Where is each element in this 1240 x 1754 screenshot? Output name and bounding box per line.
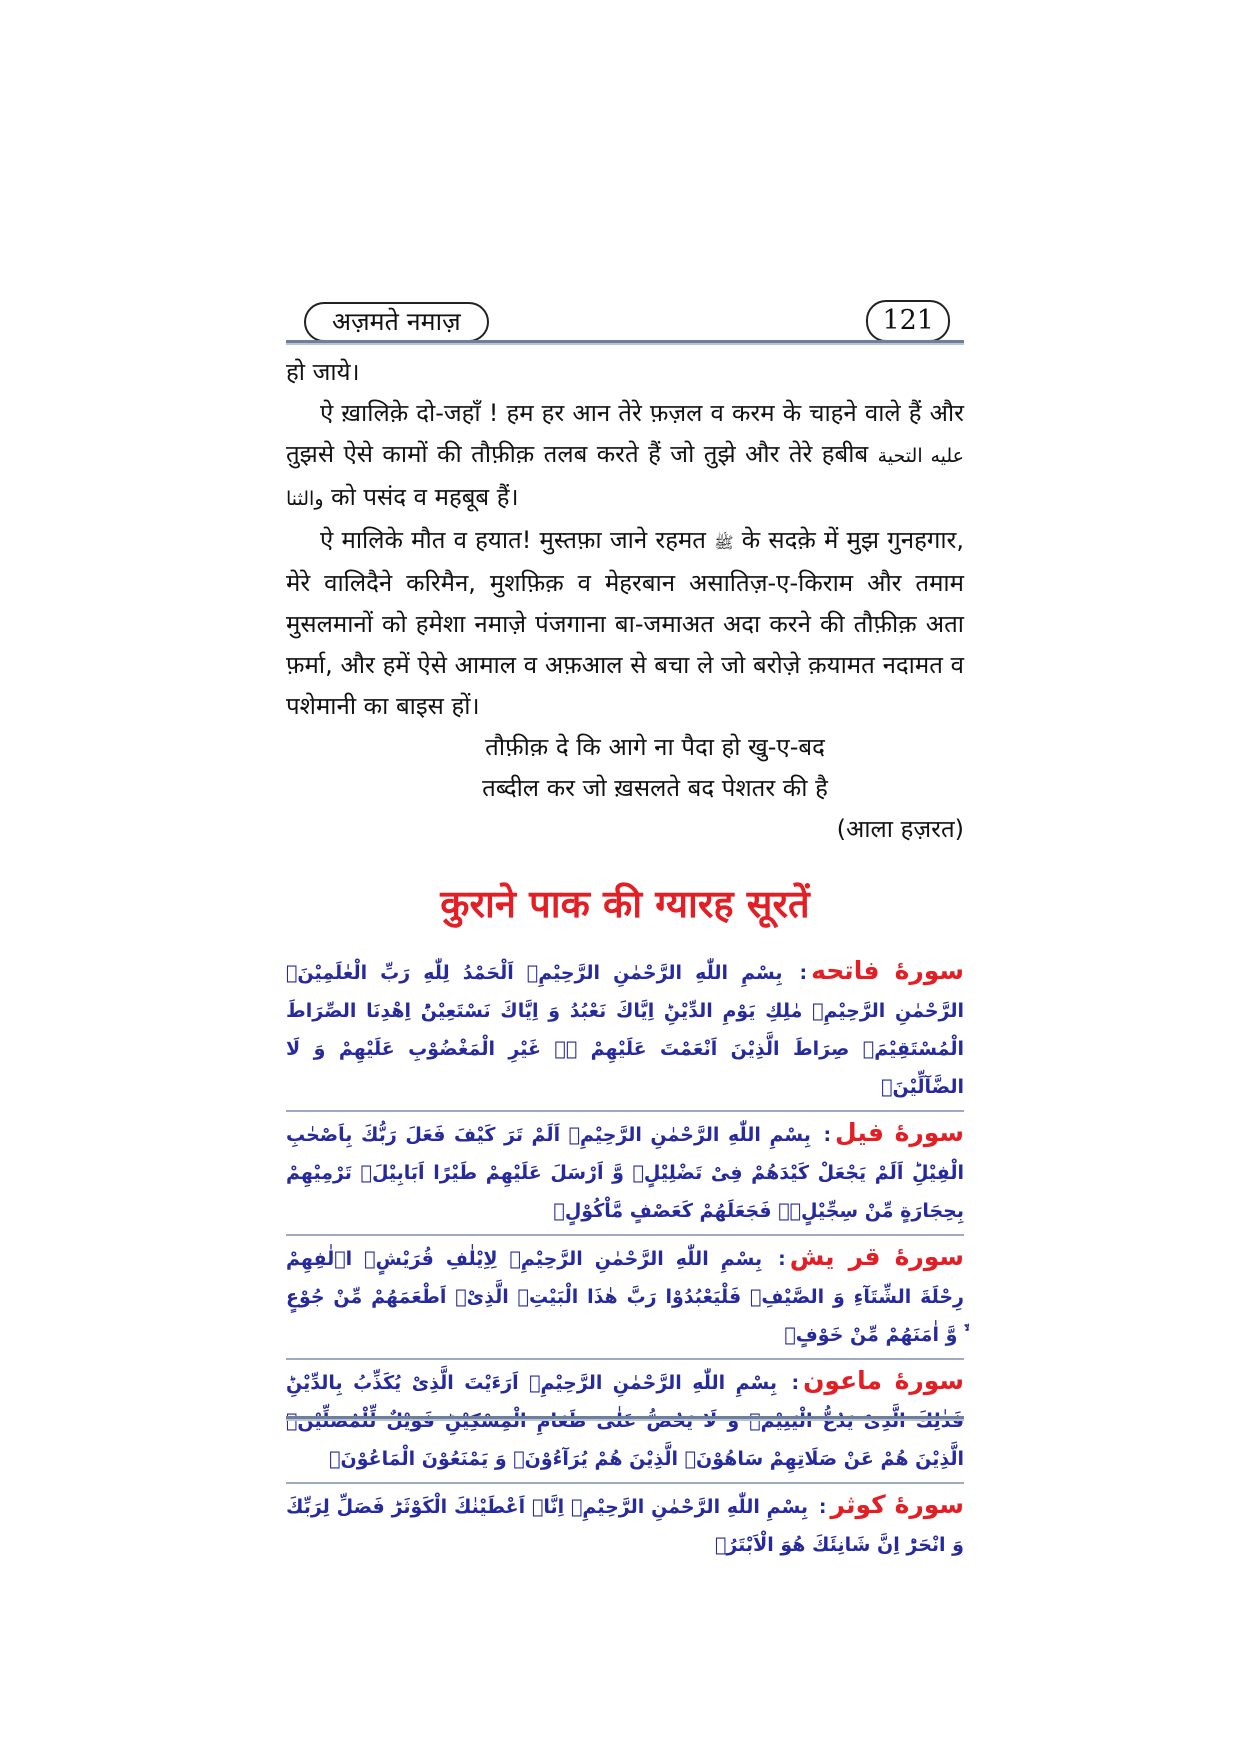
paragraph-3-start: ऐ मालिके मौत व हयात! मुस्तफ़ा जाने रहमत: [320, 526, 706, 554]
surah-fatiha: سورهٔ فاتحه: بِسْمِ اللّٰهِ الرَّحْمٰنِ الرَّحِیْمِ۔ اَلْحَمْدُ لِلّٰهِ رَبِّ الْعٰلَمِیْنَۙ الرَّحْمٰنِ الرَّحِیْمِۙ مٰلِكِ یَوْمِ الدِّیْنِؕ اِیَّاكَ نَعْبُدُ وَ اِیَّاكَ نَسْتَعِیْنُؕ اِهْدِنَا الصِّرَاطَ الْمُسْتَقِیْمَۙ صِرَاطَ الَّذِیْنَ اَنْعَمْتَ عَلَیْهِمْ ۙ۬ غَیْرِ الْمَغْضُوْبِ عَلَیْهِمْ وَ لَا الضَّآلِّیْنَ۠: [286, 950, 964, 1112]
body-text: [286, 352, 964, 850]
header-rule: [286, 340, 964, 345]
paragraph-2-text: ऐ ख़ालिक़े दो-जहाँ ! हम हर आन तेरे फ़ज़ल व करम के चाहने वाले हैं और तुझसे ऐसे कामों की तौफ़ीक़ तलब करते हैं जो तुझे और तेरे हबीब: [286, 399, 964, 468]
paragraph-2-end: को पसंद व महबूब हैं।: [331, 483, 519, 511]
surah-text: بِسْمِ اللّٰهِ الرَّحْمٰنِ الرَّحِیْمِ۔ اَرَءَیْتَ الَّذِیْ یُكَذِّبُ بِالدِّیْنِؕ فَذٰلِكَ الَّذِیْ یَدُعُّ الْیَتِیْمَۙ وَ لَا یَحُضُّ عَلٰى طَعَامِ الْمِسْكِیْنِؕ فَوَیْلٌ لِّلْمُصَلِّیْنَۙ الَّذِیْنَ هُمْ عَنْ صَلَاتِهِمْ سَاهُوْنَۙ الَّذِیْنَ هُمْ یُرَآءُوْنَۙ وَ یَمْنَعُوْنَ الْمَاعُوْنَ۠: [286, 1372, 964, 1470]
surah-text: بِسْمِ اللّٰهِ الرَّحْمٰنِ الرَّحِیْمِ۔ لِاِیْلٰفِ قُرَیْشٍۙ اٖلٰفِهِمْ رِحْلَةَ الشِّتَآءِ وَ الصَّیْفِۚ فَلْیَعْبُدُوْا رَبَّ هٰذَا الْبَیْتِۙ الَّذِیْۤ اَطْعَمَهُمْ مِّنْ جُوْعٍ ۙ۬ وَّ اٰمَنَهُمْ مِّنْ خَوْفٍ۠: [286, 1248, 964, 1346]
paragraph-3-end: के सदक़े में मुझ गुनहगार, मेरे वालिदैने करिमैन, मुशफ़िक़ व मेहरबान असातिज़-ए-किराम और तमाम मुसलमानों को हमेशा नमाज़े पंजगाना बा-जमाअत अदा करने की तौफ़ीक़ अता फ़र्मा, और हमें ऐसे आमाल व अफ़आल से बचा ले जो बरोज़े क़यामत नदामत व पशेमानी का बाइस हों।: [286, 526, 964, 720]
section-heading: कुराने पाक की ग्यारह सूरतें: [440, 882, 810, 926]
surah-name: سورهٔ فاتحه: [811, 956, 964, 985]
surah-name: سورهٔ قر یش: [789, 1242, 965, 1271]
surah-list: [286, 950, 964, 1568]
surah-quraish: سورهٔ قر یش: بِسْمِ اللّٰهِ الرَّحْمٰنِ الرَّحِیْمِ۔ لِاِیْلٰفِ قُرَیْشٍۙ اٖلٰفِهِمْ رِحْلَةَ الشِّتَآءِ وَ الصَّیْفِۚ فَلْیَعْبُدُوْا رَبَّ هٰذَا الْبَیْتِۙ الَّذِیْۤ اَطْعَمَهُمْ مِّنْ جُوْعٍ ۙ۬ وَّ اٰمَنَهُمْ مِّنْ خَوْفٍ۠: [286, 1236, 964, 1360]
surah-name: سورهٔ کوثر: [830, 1490, 965, 1519]
surah-name: سورهٔ ماعون: [803, 1366, 964, 1395]
surah-maun: سورهٔ ماعون: بِسْمِ اللّٰهِ الرَّحْمٰنِ الرَّحِیْمِ۔ اَرَءَیْتَ الَّذِیْ یُكَذِّبُ بِالدِّیْنِؕ فَذٰلِكَ الَّذِیْ یَدُعُّ الْیَتِیْمَۙ وَ لَا یَحُضُّ عَلٰى طَعَامِ الْمِسْكِیْنِؕ فَوَیْلٌ لِّلْمُصَلِّیْنَۙ الَّذِیْنَ هُمْ عَنْ صَلَاتِهِمْ سَاهُوْنَۙ الَّذِیْنَ هُمْ یُرَآءُوْنَۙ وَ یَمْنَعُوْنَ الْمَاعُوْنَ۠: [286, 1360, 964, 1484]
paragraph-2: [286, 393, 964, 520]
attribution: (आला हज़रत): [836, 815, 964, 843]
page-number: 121: [866, 300, 950, 342]
surah-text: بِسْمِ اللّٰهِ الرَّحْمٰنِ الرَّحِیْمِ۔ اَلْحَمْدُ لِلّٰهِ رَبِّ الْعٰلَمِیْنَۙ الرَّحْمٰنِ الرَّحِیْمِۙ مٰلِكِ یَوْمِ الدِّیْنِؕ اِیَّاكَ نَعْبُدُ وَ اِیَّاكَ نَسْتَعِیْنُؕ اِهْدِنَا الصِّرَاطَ الْمُسْتَقِیْمَۙ صِرَاطَ الَّذِیْنَ اَنْعَمْتَ عَلَیْهِمْ ۙ۬ غَیْرِ الْمَغْضُوْبِ عَلَیْهِمْ وَ لَا الضَّآلِّیْنَ۠: [286, 962, 964, 1098]
paragraph-3: [286, 520, 964, 727]
salawat-symbol: ﷺ: [714, 533, 734, 552]
couplet-line-1: तौफ़ीक़ दे कि आगे ना पैदा हो खु-ए-बद: [485, 733, 825, 761]
couplet-line-2: तब्दील कर जो ख़सलते बद पेशतर की है: [482, 774, 828, 802]
paragraph-1: हो जाये।: [286, 358, 360, 386]
surah-text: بِسْمِ اللّٰهِ الرَّحْمٰنِ الرَّحِیْمِ۔ اَلَمْ تَرَ كَیْفَ فَعَلَ رَبُّكَ بِاَصْحٰبِ الْفِیْلِؕ اَلَمْ یَجْعَلْ كَیْدَهُمْ فِیْ تَضْلِیْلٍۙ وَّ اَرْسَلَ عَلَیْهِمْ طَیْرًا اَبَابِیْلَۙ تَرْمِیْهِمْ بِحِجَارَةٍ مِّنْ سِجِّیْلٍ۪ۙ فَجَعَلَهُمْ كَعَصْفٍ مَّاْكُوْلٍ۠: [286, 1124, 964, 1222]
surah-kauthar: سورهٔ کوثر: بِسْمِ اللّٰهِ الرَّحْمٰنِ الرَّحِیْمِ۔ اِنَّاۤ اَعْطَیْنٰكَ الْكَوْثَرَؕ فَصَلِّ لِرَبِّكَ وَ انْحَرْؕ اِنَّ شَانِئَكَ هُوَ الْاَبْتَرُ۠: [286, 1490, 965, 1556]
book-title: अज़मते नमाज़: [304, 302, 489, 342]
surah-fil: سورهٔ فیل: بِسْمِ اللّٰهِ الرَّحْمٰنِ الرَّحِیْمِ۔ اَلَمْ تَرَ كَیْفَ فَعَلَ رَبُّكَ بِاَصْحٰبِ الْفِیْلِؕ اَلَمْ یَجْعَلْ كَیْدَهُمْ فِیْ تَضْلِیْلٍۙ وَّ اَرْسَلَ عَلَیْهِمْ طَیْرًا اَبَابِیْلَۙ تَرْمِیْهِمْ بِحِجَارَةٍ مِّنْ سِجِّیْلٍ۪ۙ فَجَعَلَهُمْ كَعَصْفٍ مَّاْكُوْلٍ۠: [286, 1112, 964, 1236]
arabic-honorific: علیه التحیة والثنا: [286, 445, 964, 510]
surah-name: سورهٔ فیل: [835, 1118, 964, 1147]
surah-text: بِسْمِ اللّٰهِ الرَّحْمٰنِ الرَّحِیْمِ۔ اِنَّاۤ اَعْطَیْنٰكَ الْكَوْثَرَؕ فَصَلِّ لِرَبِّكَ وَ انْحَرْؕ اِنَّ شَانِئَكَ هُوَ الْاَبْتَرُ۠: [286, 1496, 964, 1556]
footer-rule: [286, 1416, 964, 1421]
